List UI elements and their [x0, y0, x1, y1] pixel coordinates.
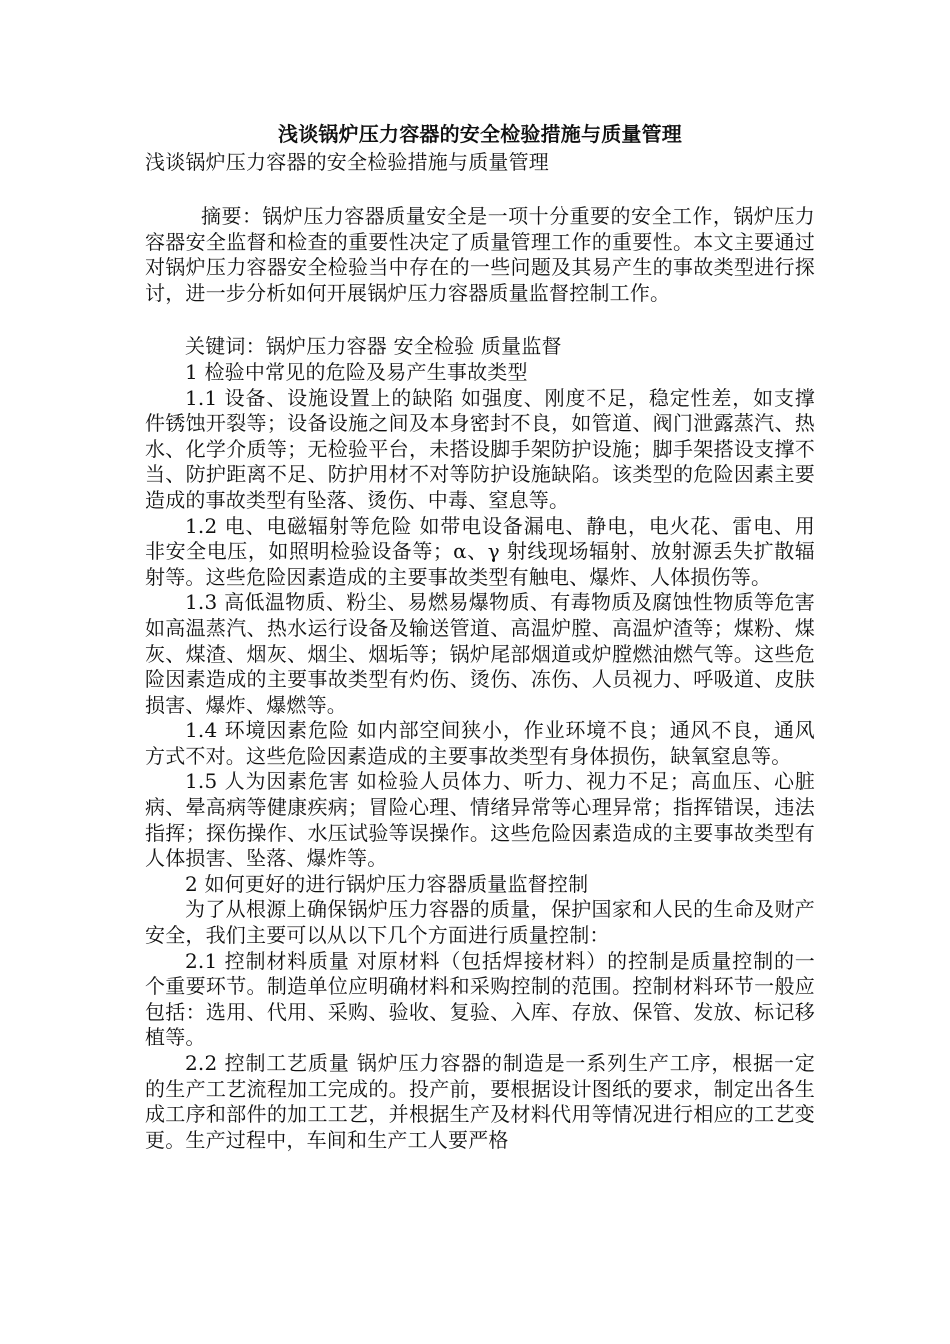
paragraph-2-intro: 为了从根源上确保锅炉压力容器的质量，保护国家和人民的生命及财产安全，我们主要可以从以下几个方面进行质量控制： [145, 897, 815, 948]
document-title: 浅谈锅炉压力容器的安全检验措施与质量管理 [278, 122, 682, 146]
paragraph-1-3: 1.3 高低温物质、粉尘、易燃易爆物质、有毒物质及腐蚀性物质等危害 如高温蒸汽、热水运行设备及输送管道、高温炉膛、高温炉渣等；煤粉、煤灰、煤渣、烟灰、烟尘、烟垢等；锅炉尾部烟道或炉膛燃油燃气等。这些危险因素造成的主要事故类型有灼伤、烫伤、冻伤、人员视力、呼吸道、皮肤损害、爆炸、爆燃等。 [145, 590, 815, 717]
paragraph-1-4: 1.4 环境因素危险 如内部空间狭小，作业环境不良；通风不良，通风方式不对。这些危险因素造成的主要事故类型有身体损伤，缺氧窒息等。 [145, 718, 815, 768]
paragraph-1-1: 1.1 设备、设施设置上的缺陷 如强度、刚度不足，稳定性差，如支撑件锈蚀开裂等；设备设施之间及本身密封不良，如管道、阀门泄露蒸汽、热水、化学介质等；无检验平台，未搭设脚手架防护设施；脚手架搭设支撑不当、防护距离不足、防护用材不对等防护设施缺陷。该类型的危险因素主要造成的事故类型有坠落、烫伤、中毒、窒息等。 [145, 385, 815, 512]
keywords-line: 关键词：锅炉压力容器 安全检验 质量监督 [185, 334, 562, 359]
section-heading-2: 2 如何更好的进行锅炉压力容器质量监督控制 [185, 871, 589, 896]
section-heading-1: 1 检验中常见的危险及易产生事故类型 [185, 359, 528, 384]
paragraph-2-2: 2.2 控制工艺质量 锅炉压力容器的制造是一系列生产工序，根据一定的生产工艺流程加工完成的。投产前，要根据设计图纸的要求，制定出各生成工序和部件的加工工艺，并根据生产及材料代用等情况进行相应的工艺变更。生产过程中，车间和生产工人要严格 [145, 1051, 815, 1152]
paragraph-1-5: 1.5 人为因素危害 如检验人员体力、听力、视力不足；高血压、心脏病、晕高病等健康疾病；冒险心理、情绪异常等心理异常；指挥错误，违法指挥；探伤操作、水压试验等误操作。这些危险因素造成的主要事故类型有人体损害、坠落、爆炸等。 [145, 769, 815, 871]
abstract-paragraph: 摘要：锅炉压力容器质量安全是一项十分重要的安全工作，锅炉压力容器安全监督和检查的重要性决定了质量管理工作的重要性。本文主要通过对锅炉压力容器安全检验当中存在的一些问题及其易产生的事故类型进行探讨，进一步分析如何开展锅炉压力容器质量监督控制工作。 [145, 204, 815, 305]
blank-line [145, 306, 815, 334]
paragraph-2-1: 2.1 控制材料质量 对原材料（包括焊接材料）的控制是质量控制的一个重要环节。制造单位应明确材料和采购控制的范围。控制材料环节一般应包括：选用、代用、采购、验收、复验、入库、存放、保管、发放、标记移植等。 [145, 948, 815, 1050]
document-body [145, 120, 815, 1153]
blank-line [145, 176, 815, 204]
document-subtitle: 浅谈锅炉压力容器的安全检验措施与质量管理 [145, 150, 549, 174]
paragraph-1-2: 1.2 电、电磁辐射等危险 如带电设备漏电、静电，电火花、雷电、用非安全电压，如照明检验设备等；α、γ 射线现场辐射、放射源丢失扩散辐射等。这些危险因素造成的主要事故类型有触电、爆炸、人体损伤等。 [145, 513, 815, 589]
